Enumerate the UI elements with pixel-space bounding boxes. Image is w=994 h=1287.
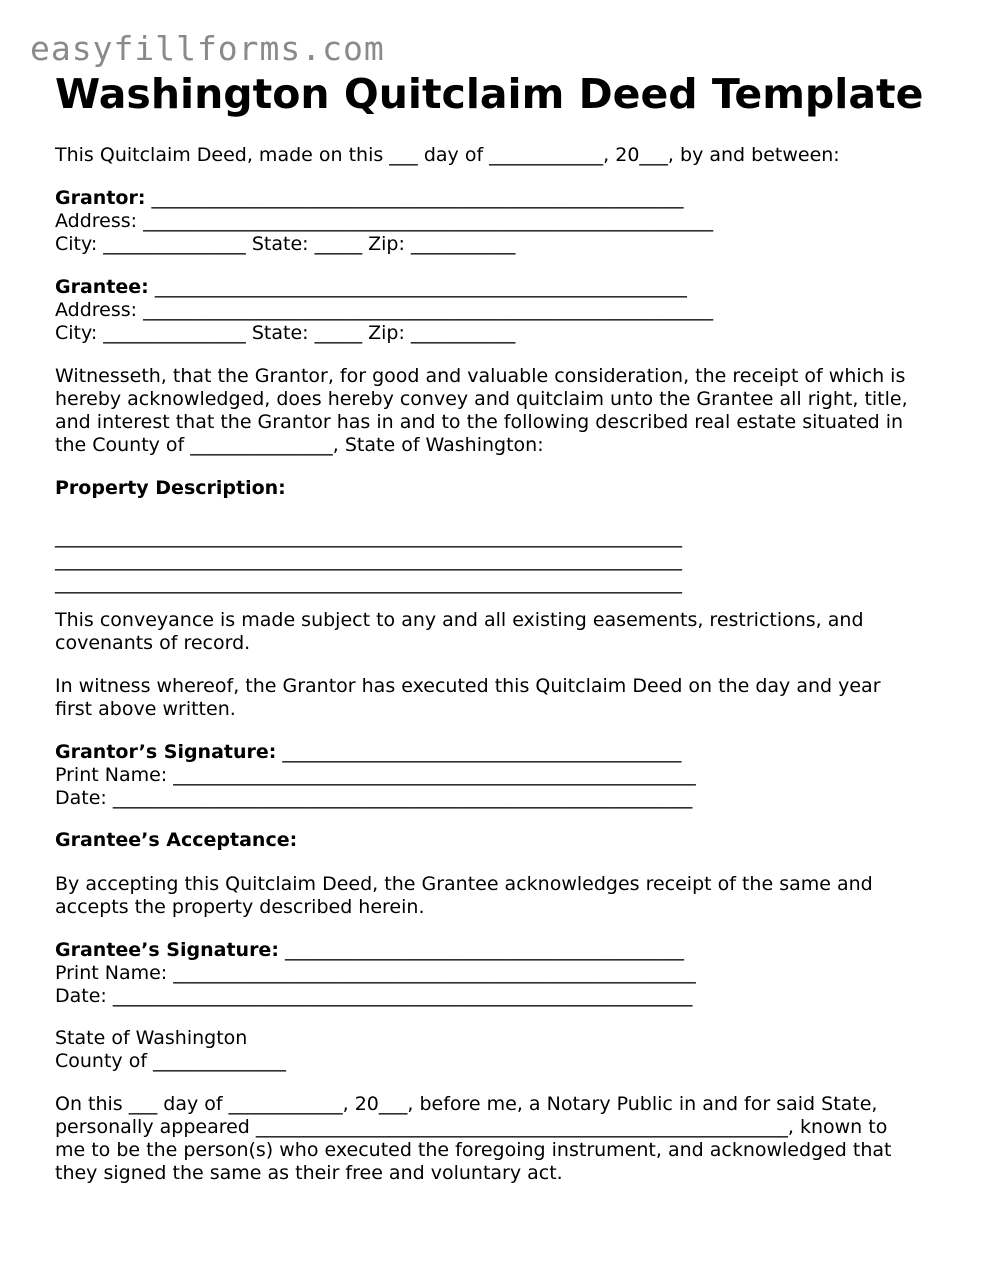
grantee-acceptance-heading: Grantee’s Acceptance: bbox=[55, 829, 298, 851]
witness-whereof-line-2: first above written. bbox=[55, 698, 236, 720]
notary-line-3: me to be the person(s) who executed the foregoing instrument, and acknowledged that bbox=[55, 1139, 892, 1161]
grantor-name-blank: ________________________________________________________ bbox=[145, 187, 684, 209]
grantor-signature-blank: __________________________________________ bbox=[276, 741, 682, 763]
grantee-signature-line bbox=[55, 939, 684, 962]
notary-line-4: they signed the same as their free and voluntary act. bbox=[55, 1162, 563, 1184]
grantee-date-line: Date: _____________________________________________________________ bbox=[55, 985, 693, 1007]
acceptance-line-1: By accepting this Quitclaim Deed, the Grantee acknowledges receipt of the same and bbox=[55, 873, 873, 895]
conveyance-line-1: This conveyance is made subject to any and all existing easements, restrictions, and bbox=[55, 609, 864, 631]
grantor-date-line: Date: _____________________________________________________________ bbox=[55, 787, 693, 809]
grantee-label: Grantee: bbox=[55, 276, 149, 298]
notary-line-1: On this ___ day of ____________, 20___, before me, a Notary Public in and for said State, bbox=[55, 1093, 878, 1115]
witnesseth-line-2: hereby acknowledged, does hereby convey and quitclaim unto the Grantee all right, title, bbox=[55, 388, 908, 410]
notary-county-line: County of ______________ bbox=[55, 1050, 287, 1072]
grantor-label: Grantor: bbox=[55, 187, 146, 209]
conveyance-line-2: covenants of record. bbox=[55, 632, 251, 654]
grantee-name-blank: ________________________________________________________ bbox=[148, 276, 687, 298]
grantee-signature-blank: __________________________________________ bbox=[278, 939, 684, 961]
property-description-heading: Property Description: bbox=[55, 477, 286, 499]
property-line-1: __________________________________________________________________ bbox=[55, 526, 682, 548]
grantor-signature-line bbox=[55, 741, 681, 764]
acceptance-line-2: accepts the property described herein. bbox=[55, 896, 425, 918]
grantee-city-line: City: _______________ State: _____ Zip: ___________ bbox=[55, 322, 516, 344]
grantee-signature-label: Grantee’s Signature: bbox=[55, 939, 279, 961]
document-title: Washington Quitclaim Deed Template bbox=[55, 70, 924, 118]
grantee-name-line bbox=[55, 276, 687, 299]
witnesseth-line-3: and interest that the Grantor has in and to the following described real estate situated in bbox=[55, 411, 904, 433]
grantor-signature-label: Grantor’s Signature: bbox=[55, 741, 277, 763]
intro-line: This Quitclaim Deed, made on this ___ day of ____________, 20___, by and between: bbox=[55, 144, 840, 166]
property-line-2: __________________________________________________________________ bbox=[55, 549, 682, 571]
grantor-address-line: Address: ____________________________________________________________ bbox=[55, 210, 714, 232]
witness-whereof-line-1: In witness whereof, the Grantor has executed this Quitclaim Deed on the day and year bbox=[55, 675, 881, 697]
watermark: easyfillforms.com bbox=[30, 29, 385, 68]
grantor-city-line: City: _______________ State: _____ Zip: ___________ bbox=[55, 233, 516, 255]
witnesseth-line-4: the County of _______________, State of Washington: bbox=[55, 434, 544, 456]
grantee-print-name-line: Print Name: _______________________________________________________ bbox=[55, 962, 696, 984]
witnesseth-line-1: Witnesseth, that the Grantor, for good and valuable consideration, the receipt of which is bbox=[55, 365, 906, 387]
grantor-print-name-line: Print Name: _______________________________________________________ bbox=[55, 764, 696, 786]
grantor-name-line bbox=[55, 187, 683, 210]
notary-line-2: personally appeared ________________________________________________________, known to bbox=[55, 1116, 888, 1138]
property-line-3: __________________________________________________________________ bbox=[55, 572, 682, 594]
grantee-address-line: Address: ____________________________________________________________ bbox=[55, 299, 714, 321]
notary-state-line: State of Washington bbox=[55, 1027, 248, 1049]
